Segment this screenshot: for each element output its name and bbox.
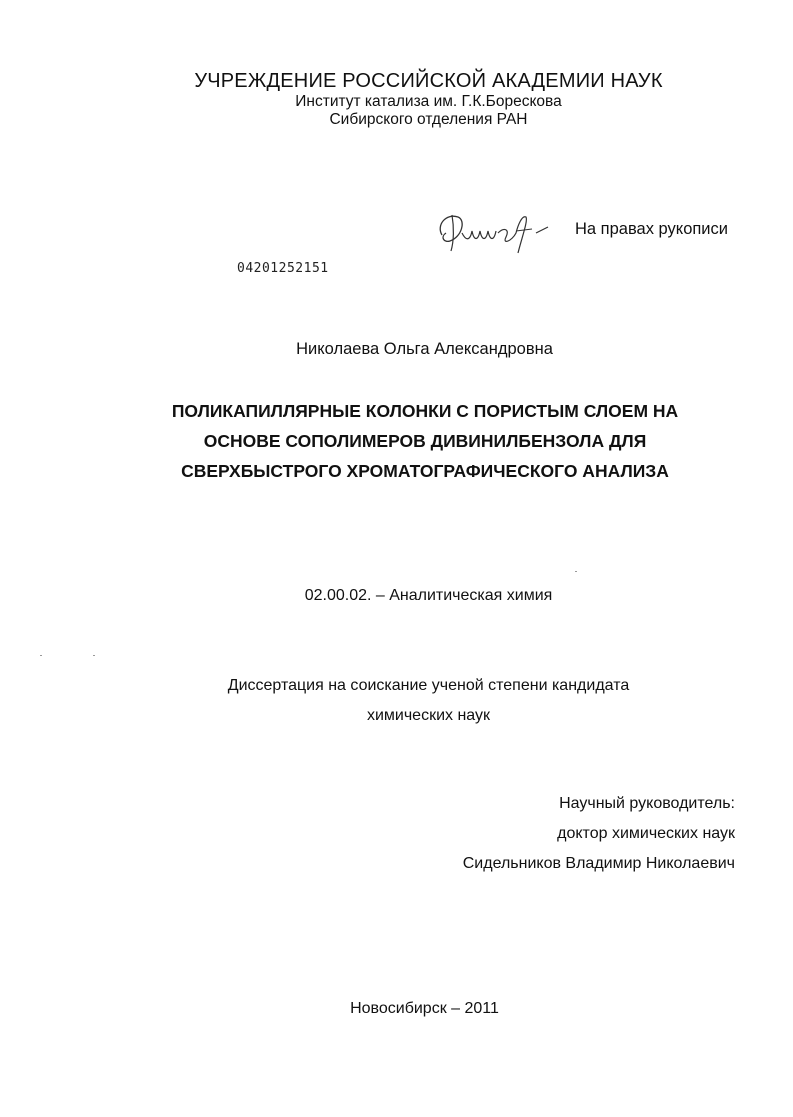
title-line: СВЕРХБЫСТРОГО ХРОМАТОГРАФИЧЕСКОГО АНАЛИЗА: [181, 461, 669, 481]
title-line: ПОЛИКАПИЛЛЯРНЫЕ КОЛОНКИ С ПОРИСТЫМ СЛОЕМ НА: [171, 401, 679, 421]
scan-speck: [40, 655, 42, 656]
specialty-code: 02.00.02. – Аналитическая химия: [304, 587, 553, 604]
supervisor-name: Сидельников Владимир Николаевич: [462, 855, 735, 872]
dissertation-title: [140, 396, 710, 486]
supervisor-degree: доктор химических наук: [557, 825, 735, 842]
branch-name: Сибирского отделения РАН: [329, 111, 528, 128]
manuscript-note: На правах рукописи: [575, 220, 728, 238]
city-year: Новосибирск – 2011: [350, 1000, 499, 1017]
institution-name: УЧРЕЖДЕНИЕ РОССИЙСКОЙ АКАДЕМИИ НАУК: [194, 70, 663, 92]
institute-name: Институт катализа им. Г.К.Борескова: [295, 93, 562, 110]
scan-speck: [575, 571, 577, 572]
stamp-number: 04201252151: [237, 261, 329, 276]
handwritten-signature: [432, 207, 552, 259]
author-name: Николаева Ольга Александровна: [296, 340, 553, 358]
supervisor-label: Научный руководитель:: [559, 795, 735, 812]
dissertation-degree-line2: химических наук: [366, 707, 491, 724]
dissertation-degree-line1: Диссертация на соискание ученой степени кандидата: [227, 677, 630, 694]
scan-speck: [93, 655, 95, 656]
title-line: ОСНОВЕ СОПОЛИМЕРОВ ДИВИНИЛБЕНЗОЛА ДЛЯ: [203, 431, 647, 451]
